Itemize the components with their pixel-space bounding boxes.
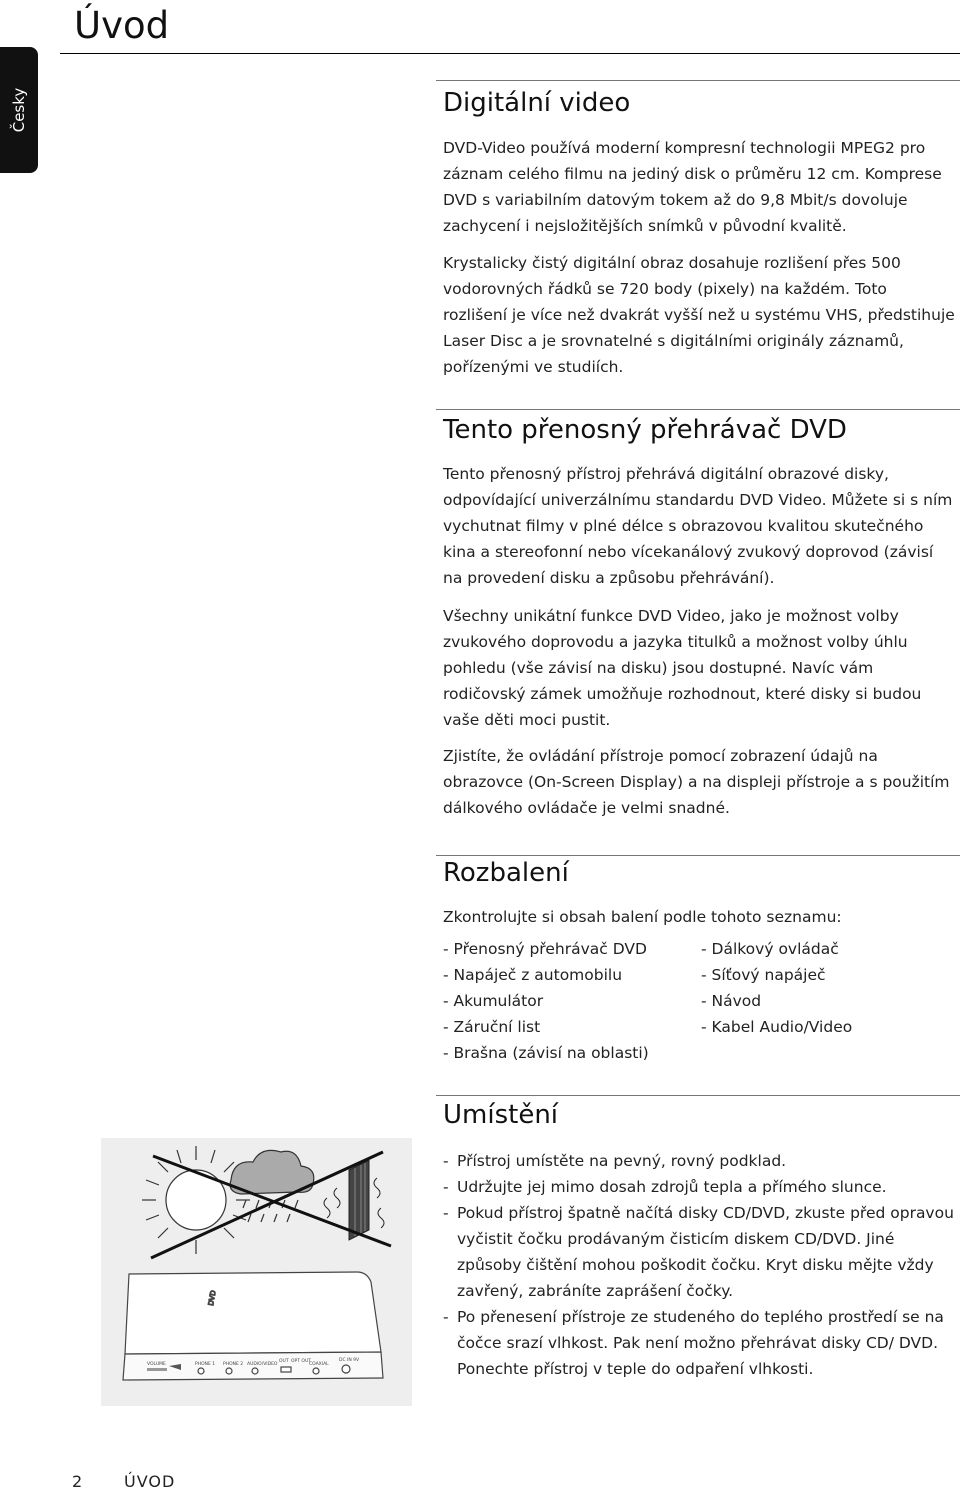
paragraph: Krystalicky čistý digitální obraz dosahuje rozlišení přes 500 vodorovných řádků se 720 body (pixely) na každém. Toto rozlišení je více než dvakrát vyšší než u systému VHS, předstihuje Laser Disc a je srovnatelné s digitálními originály záznamů, pořízenými ve studiích.: [443, 254, 955, 376]
paragraph: Všechny unikátní funkce DVD Video, jako je možnost volby zvukového doprovodu a jazyka titulků a možnost volby úhlu pohledu (vše závisí na disku) jsou dostupné. Navíc vám rodičovský zámek umožňuje rozhodnout, které disky si budou vaše děti moci pustit.: [443, 607, 922, 729]
section-heading-placement: Umístění: [443, 1100, 559, 1130]
panel-label: PHONE 2: [223, 1362, 244, 1367]
list-item: - Dálkový ovládač: [701, 940, 839, 958]
placement-illustration: [101, 1138, 412, 1406]
section-heading-unpacking: Rozbalení: [443, 858, 569, 888]
panel-label: DC IN 9V: [339, 1358, 360, 1363]
section-divider-portable-player: [436, 409, 960, 410]
lid-logo: DVD: [207, 1289, 218, 1307]
panel-label: AUDIO/VIDEO: [247, 1362, 278, 1367]
unpacking-intro: Zkontrolujte si obsah balení podle tohoto seznamu:: [443, 908, 842, 926]
placement-list: [443, 1148, 955, 1382]
list-row: [443, 1014, 955, 1040]
panel-label: COAXIAL: [309, 1362, 329, 1367]
dvd-player-icon: [123, 1272, 383, 1380]
list-row: [443, 962, 955, 988]
paragraph: DVD-Video používá moderní kompresní technologii MPEG2 pro záznam celého filmu na jediný disk o průměru 12 cm. Komprese DVD s variabilním datovým tokem až do 9,8 Mbit/s dovoluje zachycení i nejsložitějších snímků v původní kvalitě.: [443, 139, 942, 235]
package-contents-list: [443, 936, 955, 1066]
placement-illustration-drawing: [101, 1138, 412, 1406]
list-row: [443, 936, 955, 962]
paragraph: Zjistíte, že ovládání přístroje pomocí zobrazení údajů na obrazovce (On-Screen Display) a na displeji přístroje a s použitím dálkového ovládače je velmi snadné.: [443, 747, 950, 817]
panel-label: PHONE 1: [195, 1362, 216, 1367]
radiator-icon: [324, 1160, 384, 1240]
paragraph: Tento přenosný přístroj přehrává digitální obrazové disky, odpovídající univerzálnímu standardu DVD Video. Můžete si s ním vychutnat filmy v plné délce s obrazovou kvalitou skutečného kina a stereofonní nebo vícekanálový zvukový doprovod (závisí na provedení disku a způsobu přehrávání).: [443, 465, 953, 587]
list-item: - Síťový napáječ: [701, 966, 826, 984]
panel-label: OUT: [279, 1359, 289, 1364]
list-item: - Kabel Audio/Video: [701, 1018, 853, 1036]
footer-section-label: ÚVOD: [124, 1472, 176, 1491]
list-item: - Brašna (závisí na oblasti): [443, 1044, 649, 1062]
section-divider-digital-video: [436, 80, 960, 81]
page-number: 2: [72, 1472, 83, 1491]
language-tab: [0, 47, 38, 173]
list-row: [443, 988, 955, 1014]
section-divider-unpacking: [436, 855, 960, 856]
section-heading-portable-player: Tento přenosný přehrávač DVD: [443, 415, 847, 445]
section-divider-placement: [436, 1095, 960, 1096]
section-heading-digital-video: Digitální video: [443, 88, 631, 118]
panel-label: VOLUME: [147, 1362, 166, 1367]
language-tab-label: Česky: [10, 87, 28, 133]
list-item: - Po přenesení přístroje ze studeného do teplého prostředí se na čočce srazí vlhkost. Pak není možno přehrávat disky CD/ DVD. Ponechte přístroj v teple do odpaření vlhkosti.: [443, 1304, 955, 1382]
list-item: - Návod: [701, 992, 762, 1010]
panel-label: OPT OUT: [291, 1359, 312, 1364]
list-row: [443, 1040, 955, 1066]
list-item: - Pokud přístroj špatně načítá disky CD/DVD, zkuste před opravou vyčistit čočku prodávaným čisticím diskem CD/DVD. Jiné způsoby čištění mohou poškodit čočku. Kryt disku mějte vždy zavřený, zabráníte zaprášení čočky.: [443, 1200, 955, 1304]
title-divider: [60, 53, 960, 54]
list-item: - Akumulátor: [443, 992, 544, 1010]
page-title: Úvod: [74, 4, 170, 47]
list-item: - Záruční list: [443, 1018, 541, 1036]
list-item: - Udržujte jej mimo dosah zdrojů tepla a přímého slunce.: [443, 1174, 955, 1200]
list-item: - Přenosný přehrávač DVD: [443, 940, 647, 958]
list-item: - Přístroj umístěte na pevný, rovný podklad.: [443, 1148, 955, 1174]
list-item: - Napáječ z automobilu: [443, 966, 623, 984]
